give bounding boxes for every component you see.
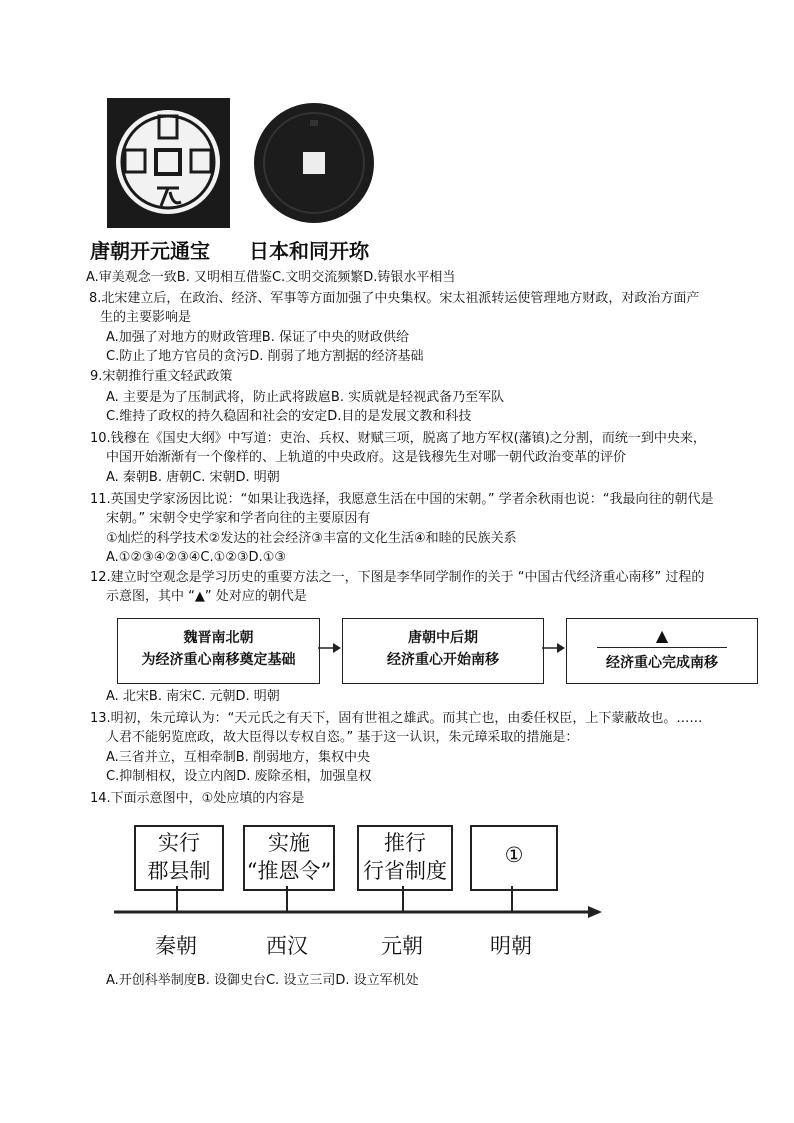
q14-box4-mark: ① [504, 843, 524, 867]
q11-items: ①灿烂的科学技术②发达的社会经济③丰富的文化生活④和睦的民族关系 [106, 531, 517, 546]
q7-options: A.审美观念一致B. 又明相互借鉴C.文明交流频繁D.铸银水平相当 [86, 270, 456, 285]
coin-left-caption: 唐朝开元通宝 [90, 239, 210, 263]
q14-box-yuan [357, 825, 453, 891]
q12-box1-title: 魏晋南北朝 [183, 630, 254, 646]
q14-box1-line1: 实行 [158, 831, 200, 855]
q14-box2-line2: “推恩令” [246, 859, 332, 883]
q12-stem-line2: 示意图，其中 “▲” 处对应的朝代是 [106, 589, 307, 604]
q11-stem-line1: 11.英国史学家汤因比说：“如果让我选择，我愿意生活在中国的宋朝。” 学者余秋雨也说：“我最向往的朝代是 [90, 492, 714, 507]
q14-box2-line1: 实施 [268, 831, 310, 855]
q10-stem-line2: 中国开始渐渐有一个像样的、上轨道的中央政府。这是钱穆先生对哪一朝代政治变革的评价 [106, 450, 627, 465]
coin-right-caption: 日本和同开珎 [249, 239, 369, 263]
q14-box-ming [470, 825, 558, 891]
q14-box-qin [134, 825, 224, 891]
q8-options-2: C.防止了地方官员的贪污D. 削弱了地方割据的经济基础 [106, 349, 424, 364]
q14-timeline-axis [110, 886, 610, 926]
q12-stem-line1: 12.建立时空观念是学习历史的重要方法之一，下图是李华同学制作的关于 “中国古代经济重心南移” 过程的 [90, 570, 705, 585]
q13-options-2: C.抑制相权，设立内阁D. 废除丞相，加强皇权 [106, 769, 372, 784]
q14-label-xihan: 西汉 [266, 934, 308, 958]
coin-kaiyuan-image [107, 98, 230, 228]
q9-options-1: A. 主要是为了压制武将，防止武将跋扈B. 实质就是轻视武备乃至军队 [106, 390, 505, 405]
q12-arrow-2 [542, 640, 566, 656]
coin-wadokaichin-image [250, 98, 378, 228]
q14-box3-line1: 推行 [384, 831, 426, 855]
q14-stem: 14.下面示意图中，①处应填的内容是 [90, 791, 305, 806]
q14-box1-line2: 郡县制 [147, 859, 211, 883]
q14-options: A.开创科举制度B. 设御史台C. 设立三司D. 设立军机处 [106, 973, 419, 988]
q13-stem-line2: 人君不能躬览庶政，故大臣得以专权自恣。” 基于这一认识，朱元璋采取的措施是： [106, 730, 579, 745]
q12-box2-title: 唐朝中后期 [408, 630, 478, 646]
q12-arrow-1 [318, 640, 342, 656]
q12-box3-underline [597, 647, 727, 648]
q13-stem-line1: 13.明初，朱元璋认为：“天元氏之有天下，固有世祖之雄武。而其亡也，由委任权臣，上下蒙蔽故也。…… [90, 711, 703, 726]
q13-options-1: A.三省并立，互相牵制B. 削弱地方，集权中央 [106, 750, 370, 765]
q12-flow-box-3 [566, 618, 758, 684]
q14-box-xihan [243, 825, 335, 891]
q10-options: A. 秦朝B. 唐朝C. 宋朝D. 明朝 [106, 470, 280, 485]
q8-stem-line1: 8.北宋建立后，在政治、经济、军事等方面加强了中央集权。宋太祖派转运使管理地方财政，对政治方面产 [89, 291, 700, 306]
q14-box3-line2: 行省制度 [363, 859, 447, 883]
q12-options: A. 北宋B. 南宋C. 元朝D. 明朝 [106, 689, 280, 704]
q9-options-2: C.维持了政权的持久稳固和社会的安定D.目的是发展文教和科技 [106, 409, 472, 424]
q12-box2-desc: 经济重心开始南移 [387, 652, 499, 668]
q9-stem: 9.宋朝推行重文轻武政策 [90, 369, 233, 384]
q12-box1-desc: 为经济重心南移奠定基础 [141, 652, 296, 668]
q11-options: A.①②③④②③④C.①②③D.①③ [106, 550, 287, 565]
q14-label-qin: 秦朝 [155, 934, 197, 958]
q10-stem-line1: 10.钱穆在《国史大纲》中写道：吏治、兵权、财赋三项，脱离了地方军权(藩镇)之分割，而统一到中央来， [90, 431, 706, 446]
q11-stem-line2: 宋朝。” 宋朝令史学家和学者向往的主要原因有 [106, 511, 371, 526]
q14-label-yuan: 元朝 [381, 934, 423, 958]
q12-box3-mark: ▲ [655, 626, 669, 645]
q12-flow-box-1 [117, 618, 320, 684]
q8-options-1: A.加强了对地方的财政管理B. 保证了中央的财政供给 [106, 330, 409, 345]
q12-flow-box-2 [342, 618, 544, 684]
q14-label-ming: 明朝 [490, 934, 532, 958]
q8-stem-line2: 生的主要影响是 [100, 310, 192, 325]
q12-box3-desc: 经济重心完成南移 [606, 655, 718, 671]
